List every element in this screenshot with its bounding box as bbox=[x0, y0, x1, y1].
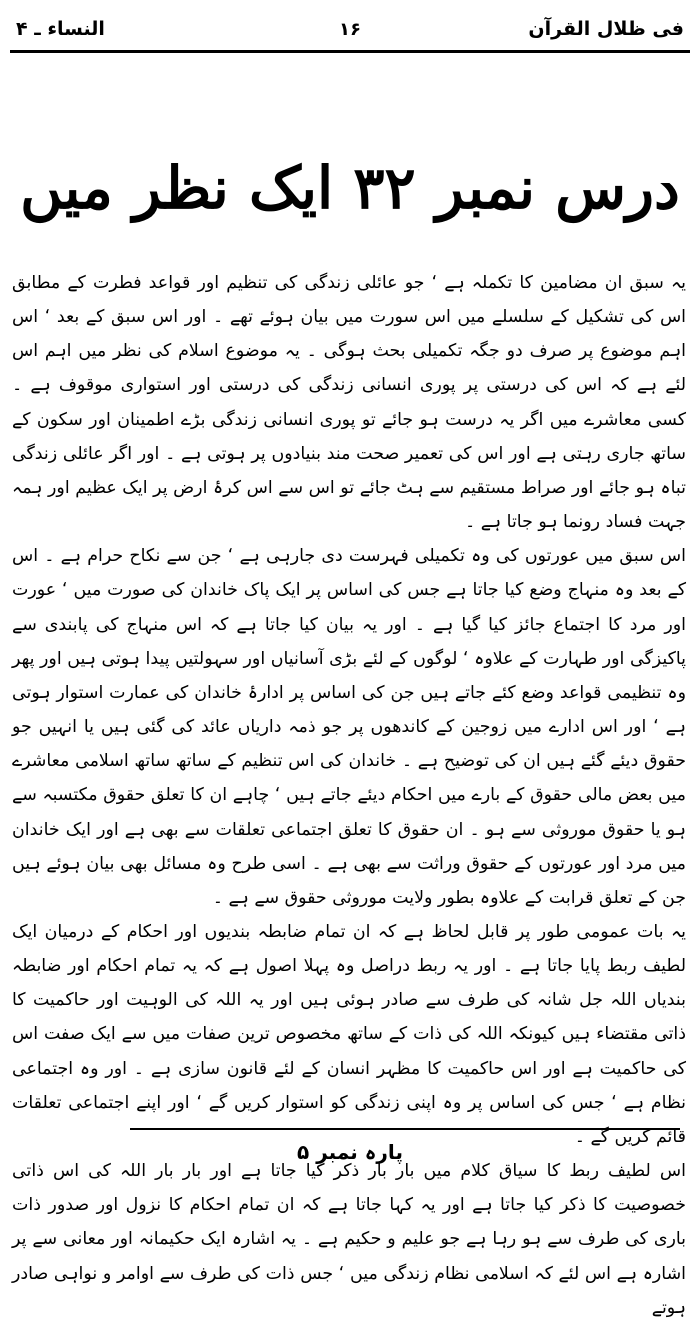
body-text bbox=[12, 266, 686, 1325]
page-number: ۱۶ bbox=[339, 18, 361, 40]
running-header bbox=[16, 14, 684, 44]
header-rule bbox=[10, 50, 690, 53]
book-title: فی ظلال القرآن bbox=[528, 18, 684, 40]
paragraph: یہ بات عمومی طور پر قابل لحاظ ہے کہ ان تمام ضابطہ بندیوں اور احکام کے درمیان ایک لطیف ربط پایا جاتا ہے ۔ اور یہ ربط دراصل وہ پہلا اصول ہے کہ یہ تمام احکام اور ضابطہ بندیاں اللہ جل شانہ کی طرف سے صادر ہوئی ہیں اور یہ اللہ کی الوہیت اور حاکمیت کا ذاتی مقتضاء ہیں کیونکہ اللہ کی ذات کے ساتھ مخصوص ترین صفات میں سے ایک صفت اس کی حاکمیت ہے اور اس حاکمیت کا مظہر انسان کے لئے قانون سازی ہے ۔ اور وہ اجتماعی نظام ہے ‘ جس کی اساس پر وہ اپنی زندگی کو استوار کریں گے ‘ اور اپنے اجتماعی تعلقات قائم کریں گے ۔ bbox=[12, 921, 686, 1147]
footer-rule bbox=[130, 1128, 680, 1130]
paragraph: اس لطیف ربط کا سیاق کلام میں بار بار ذکر کیا جاتا ہے اور بار بار اللہ کی اس ذاتی خصوصیت کا ذکر کیا جاتا ہے اور یہ کہا جاتا ہے کہ ان تمام احکام کا نزول اور صدور ذات باری کی طرف سے ہو رہا ہے جو علیم و حکیم ہے ۔ یہ اشارہ ایک حکیمانہ اور معانی سے پر اشارہ ہے اس لئے کہ اسلامی نظام زندگی میں ‘ جس ذات کی طرف سے اوامر و نواہی صادر ہوتے bbox=[12, 1161, 686, 1318]
lesson-title: درس نمبر ۳۲ ایک نظر میں bbox=[20, 154, 680, 222]
para-number-footer: پارہ نمبر ۵ bbox=[297, 1140, 403, 1164]
paragraph: اس سبق میں عورتوں کی وہ تکمیلی فہرست دی جارہی ہے ‘ جن سے نکاح حرام ہے ۔ اس کے بعد وہ منہاج وضع کیا جاتا ہے جس کی اساس پر ایک پاک خاندان کی صورت میں ‘ عورت اور مرد کا اجتماع جائز کیا گیا ہے ۔ اور یہ بیان کیا جاتا ہے کہ اس منہاج کی پابندی سے پاکیزگی اور طہارت کے علاوہ ‘ لوگوں کے لئے بڑی آسانیاں اور سہولتیں پیدا ہوتی ہیں اور پھر وہ تنظیمی قواعد وضع کئے جاتے ہیں جن کی اساس پر ادارۂ خاندان کی عمارت استوار ہوتی ہے ‘ اور اس ادارے میں زوجین کے کاندھوں پر جو ذمہ داریاں عائد کی گئی ہیں یا انہیں جو حقوق دیئے گئے ہیں ان کی توضیح ہے ۔ خاندان کی اس تنظیم کے ساتھ ساتھ اسلامی معاشرے میں بعض مالی حقوق کے بارے میں احکام دیئے جاتے ہیں ‘ چاہے ان کا تعلق حقوق مکتسبہ سے ہو یا حقوق موروثی سے ہو ۔ ان حقوق کا تعلق اجتماعی تعلقات سے بھی ہے اور ایک خاندان میں مرد اور عورتوں کے حقوق وراثت سے بھی ہے ۔ اسی طرح وہ مسائل بھی بیان ہوئے ہیں جن کے تعلق قرابت کے علاوہ بطور ولایت موروثی حقوق سے ہے ۔ bbox=[12, 546, 686, 908]
paragraph: یہ سبق ان مضامین کا تکملہ ہے ‘ جو عائلی زندگی کی تنظیم اور قواعد فطرت کے مطابق اس کی تشکیل کے سلسلے میں اس سورت میں بیان ہوئے تھے ۔ اور اس سبق کے بعد ‘ اس اہم موضوع پر صرف دو جگہ تکمیلی بحث ہوگی ۔ یہ موضوع اسلام کی نظر میں اہم اس لئے ہے کہ اس کی درستی پر پوری انسانی زندگی کی درستی اور استواری موقوف ہے ۔ کسی معاشرے میں اگر یہ درست ہو جائے تو پوری انسانی زندگی بڑے اطمینان اور سکون کے ساتھ جاری رہتی ہے اور اس کی تعمیر صحت مند بنیادوں پر ہوتی ہے ۔ اور اگر عائلی زندگی تباہ ہو جائے اور صراط مستقیم سے ہٹ جائے تو اس سے اس کرۂ ارض پر ایک عظیم اور ہمہ جہت فساد رونما ہو جاتا ہے ۔ bbox=[12, 273, 686, 533]
section-name: النساء ـ ۴ bbox=[16, 18, 105, 40]
